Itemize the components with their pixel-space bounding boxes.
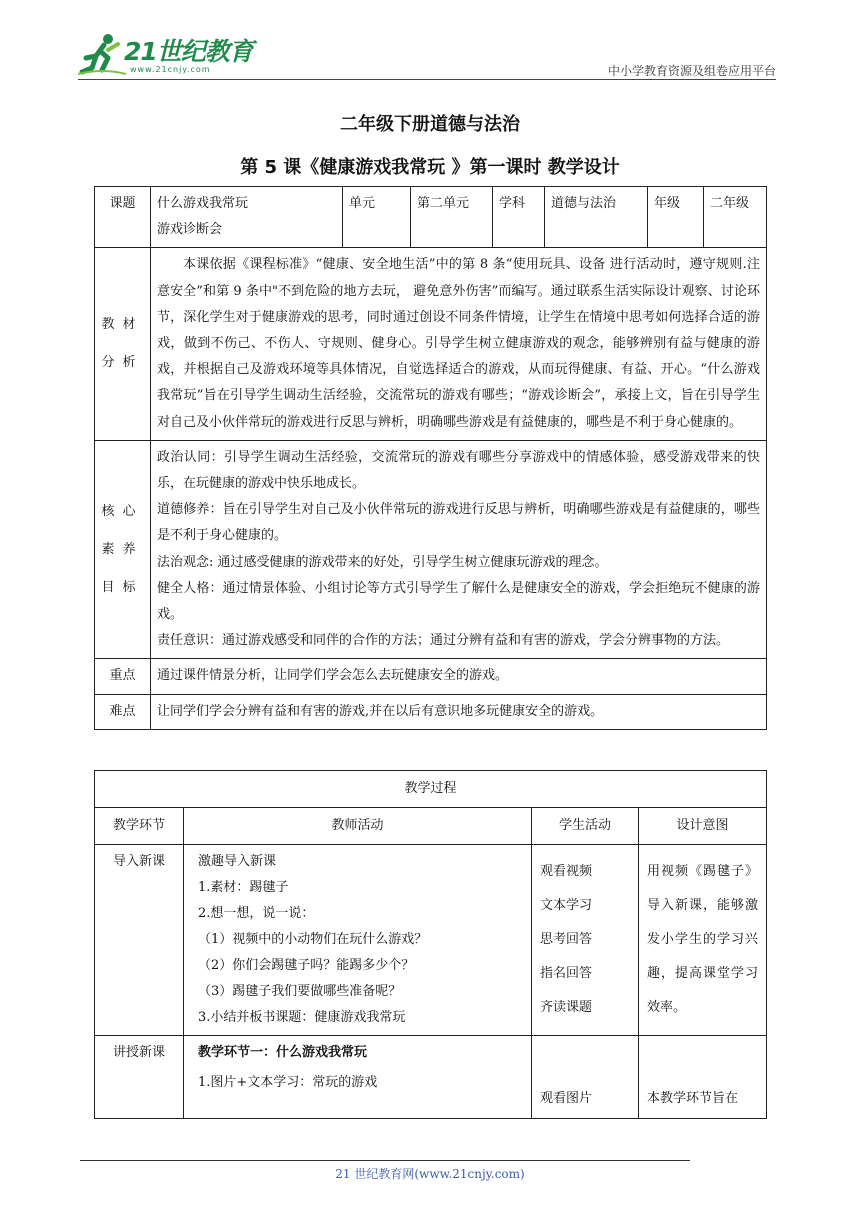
teacher-activity-cell	[184, 1036, 532, 1119]
design-intent-cell: 本教学环节旨在	[639, 1036, 767, 1119]
core-goals	[151, 440, 767, 659]
teacher-line: （3）踢毽子我们要做哪些准备呢？	[198, 984, 402, 999]
core-goal-item: 道德修养：旨在引导学生对自己及小伙伴常玩的游戏进行反思与辨析，明确哪些游戏是有益健康的，哪些是不利于身心健康的。	[157, 502, 760, 544]
lesson-title: 第 5 课《健康游戏我常玩 》第一课时 教学设计	[240, 157, 620, 178]
subject-label: 学科	[493, 187, 545, 248]
student-activity-cell	[532, 845, 639, 1036]
process-title: 教学过程	[95, 771, 767, 808]
subject-value: 道德与法治	[545, 187, 648, 248]
analysis-label	[95, 248, 151, 440]
process-row-intro	[95, 845, 767, 1036]
analysis-row	[95, 248, 767, 440]
lesson-info-table	[94, 186, 767, 730]
document-title: 二年级下册道德与法治	[340, 114, 520, 135]
page-header	[78, 28, 776, 78]
teacher-activity-cell	[184, 845, 532, 1036]
site-logo	[78, 28, 278, 78]
teacher-line: （2）你们会踢毽子吗？能踢多少个？	[198, 958, 415, 973]
teaching-process-table	[94, 770, 767, 1119]
column-header: 教师活动	[184, 808, 532, 845]
grade-value: 二年级	[704, 187, 767, 248]
difficult-point-text: 让同学们学会分辨有益和有害的游戏,并在以后有意识地多玩健康安全的游戏。	[151, 694, 767, 729]
core-label-2: 素养	[101, 541, 144, 557]
student-line: 思考回答	[540, 932, 593, 947]
core-goal-item: 责任意识：通过游戏感受和同伴的合作的方法；通过分辨有益和有害的游戏，学会分辨事物的方法。	[157, 633, 730, 649]
footer-link[interactable]: 21 世纪教育网(www.21cnjy.com)	[335, 1167, 525, 1181]
unit-value: 第二单元	[411, 187, 493, 248]
process-header-row	[95, 808, 767, 845]
platform-name: 中小学教育资源及组卷应用平台	[607, 64, 776, 78]
analysis-text: 本课依据《课程标准》“健康、安全地生活”中的第 8 条“使用玩具、设备 进行活动时，遵守规则.注意安全”和第 9 条中"不到危险的地方去玩， 避免意外伤害”而编写。通过联系生活实际设计观察、讨论环节，深化学生对于健康游戏的思考，同时通过创设不同条件情境，让学生在情境中思考如何选择合适的游戏，做到不伤己、不伤人、守规则、健身心。引导学生树立健康游戏的观念，能够辨别有益与健康的游戏，并根据自己及游戏环境等具体情况，自觉选择适合的游戏，从而玩得健康、有益、开心。“什么游戏我常玩”旨在引导学生调动生活经验，交流常玩的游戏有哪些；“游戏诊断会”，承接上文，旨在引导学生对自己及小伙伴常玩的游戏进行反思与辨析，明确哪些游戏是有益健康的，哪些是不利于身心健康的。	[151, 248, 767, 440]
teacher-line: 3.小结并板书课题：健康游戏我常玩	[198, 1010, 406, 1025]
grade-label: 年级	[648, 187, 704, 248]
core-label-3: 目标	[101, 579, 144, 595]
difficult-point-label: 难点	[95, 694, 151, 729]
teacher-line: （1）视频中的小动物们在玩什么游戏？	[198, 932, 428, 947]
student-activity-cell: 观看图片	[532, 1036, 639, 1119]
student-line: 齐读课题	[540, 1000, 593, 1015]
process-row-new-lesson	[95, 1036, 767, 1119]
process-title-row	[95, 771, 767, 808]
stage-cell: 讲授新课	[95, 1036, 184, 1119]
header-divider	[78, 79, 776, 80]
core-goal-item: 法治观念: 通过感受健康的游戏带来的好处，引导学生树立健康玩游戏的理念。	[157, 554, 608, 570]
teacher-line: 1.图片+文本学习：常玩的游戏	[198, 1075, 378, 1090]
student-line: 文本学习	[540, 898, 593, 913]
analysis-label-2: 分析	[101, 355, 144, 371]
core-row	[95, 440, 767, 659]
topic-label: 课题	[95, 187, 151, 248]
teacher-line: 2.想一想，说一说：	[198, 906, 315, 921]
teacher-section-heading: 教学环节一：什么游戏我常玩	[198, 1045, 368, 1060]
analysis-label-1: 教材	[101, 317, 144, 333]
topic-row	[95, 187, 767, 248]
column-header: 学生活动	[532, 808, 639, 845]
unit-label: 单元	[343, 187, 411, 248]
teacher-line: 激趣导入新课	[198, 854, 277, 869]
core-label-1: 核心	[101, 503, 144, 519]
runner-logo-icon	[78, 32, 128, 76]
column-header: 教学环节	[95, 808, 184, 845]
column-header: 设计意图	[639, 808, 767, 845]
design-intent-cell: 用视频《踢毽子》导入新课，能够激发小学生的学习兴趣，提高课堂学习效率。	[639, 845, 767, 1036]
student-line: 观看视频	[540, 864, 593, 879]
key-point-text: 通过课件情景分析，让同学们学会怎么去玩健康安全的游戏。	[151, 659, 767, 694]
topic-value	[151, 187, 343, 248]
student-line: 指名回答	[540, 966, 593, 981]
core-goal-item: 健全人格：通过情景体验、小组讨论等方式引导学生了解什么是健康安全的游戏，学会拒绝玩不健康的游戏。	[157, 580, 760, 623]
difficult-point-row	[95, 694, 767, 729]
logo-text: 21世纪教育	[124, 37, 253, 66]
key-point-label: 重点	[95, 659, 151, 694]
topic-value-line-1: 什么游戏我常玩	[157, 196, 249, 211]
stage-cell: 导入新课	[95, 845, 184, 1036]
teacher-line: 1.素材：踢毽子	[198, 880, 289, 895]
topic-value-line-2: 游戏诊断会	[157, 222, 223, 238]
core-goal-item: 政治认同：引导学生调动生活经验，交流常玩的游戏有哪些分享游戏中的情感体验，感受游戏带来的快乐，在玩健康的游戏中快乐地成长。	[157, 449, 760, 492]
core-label	[95, 440, 151, 659]
logo-url: www.21cnjy.com	[130, 65, 211, 74]
footer-divider	[80, 1160, 690, 1161]
key-point-row	[95, 659, 767, 694]
